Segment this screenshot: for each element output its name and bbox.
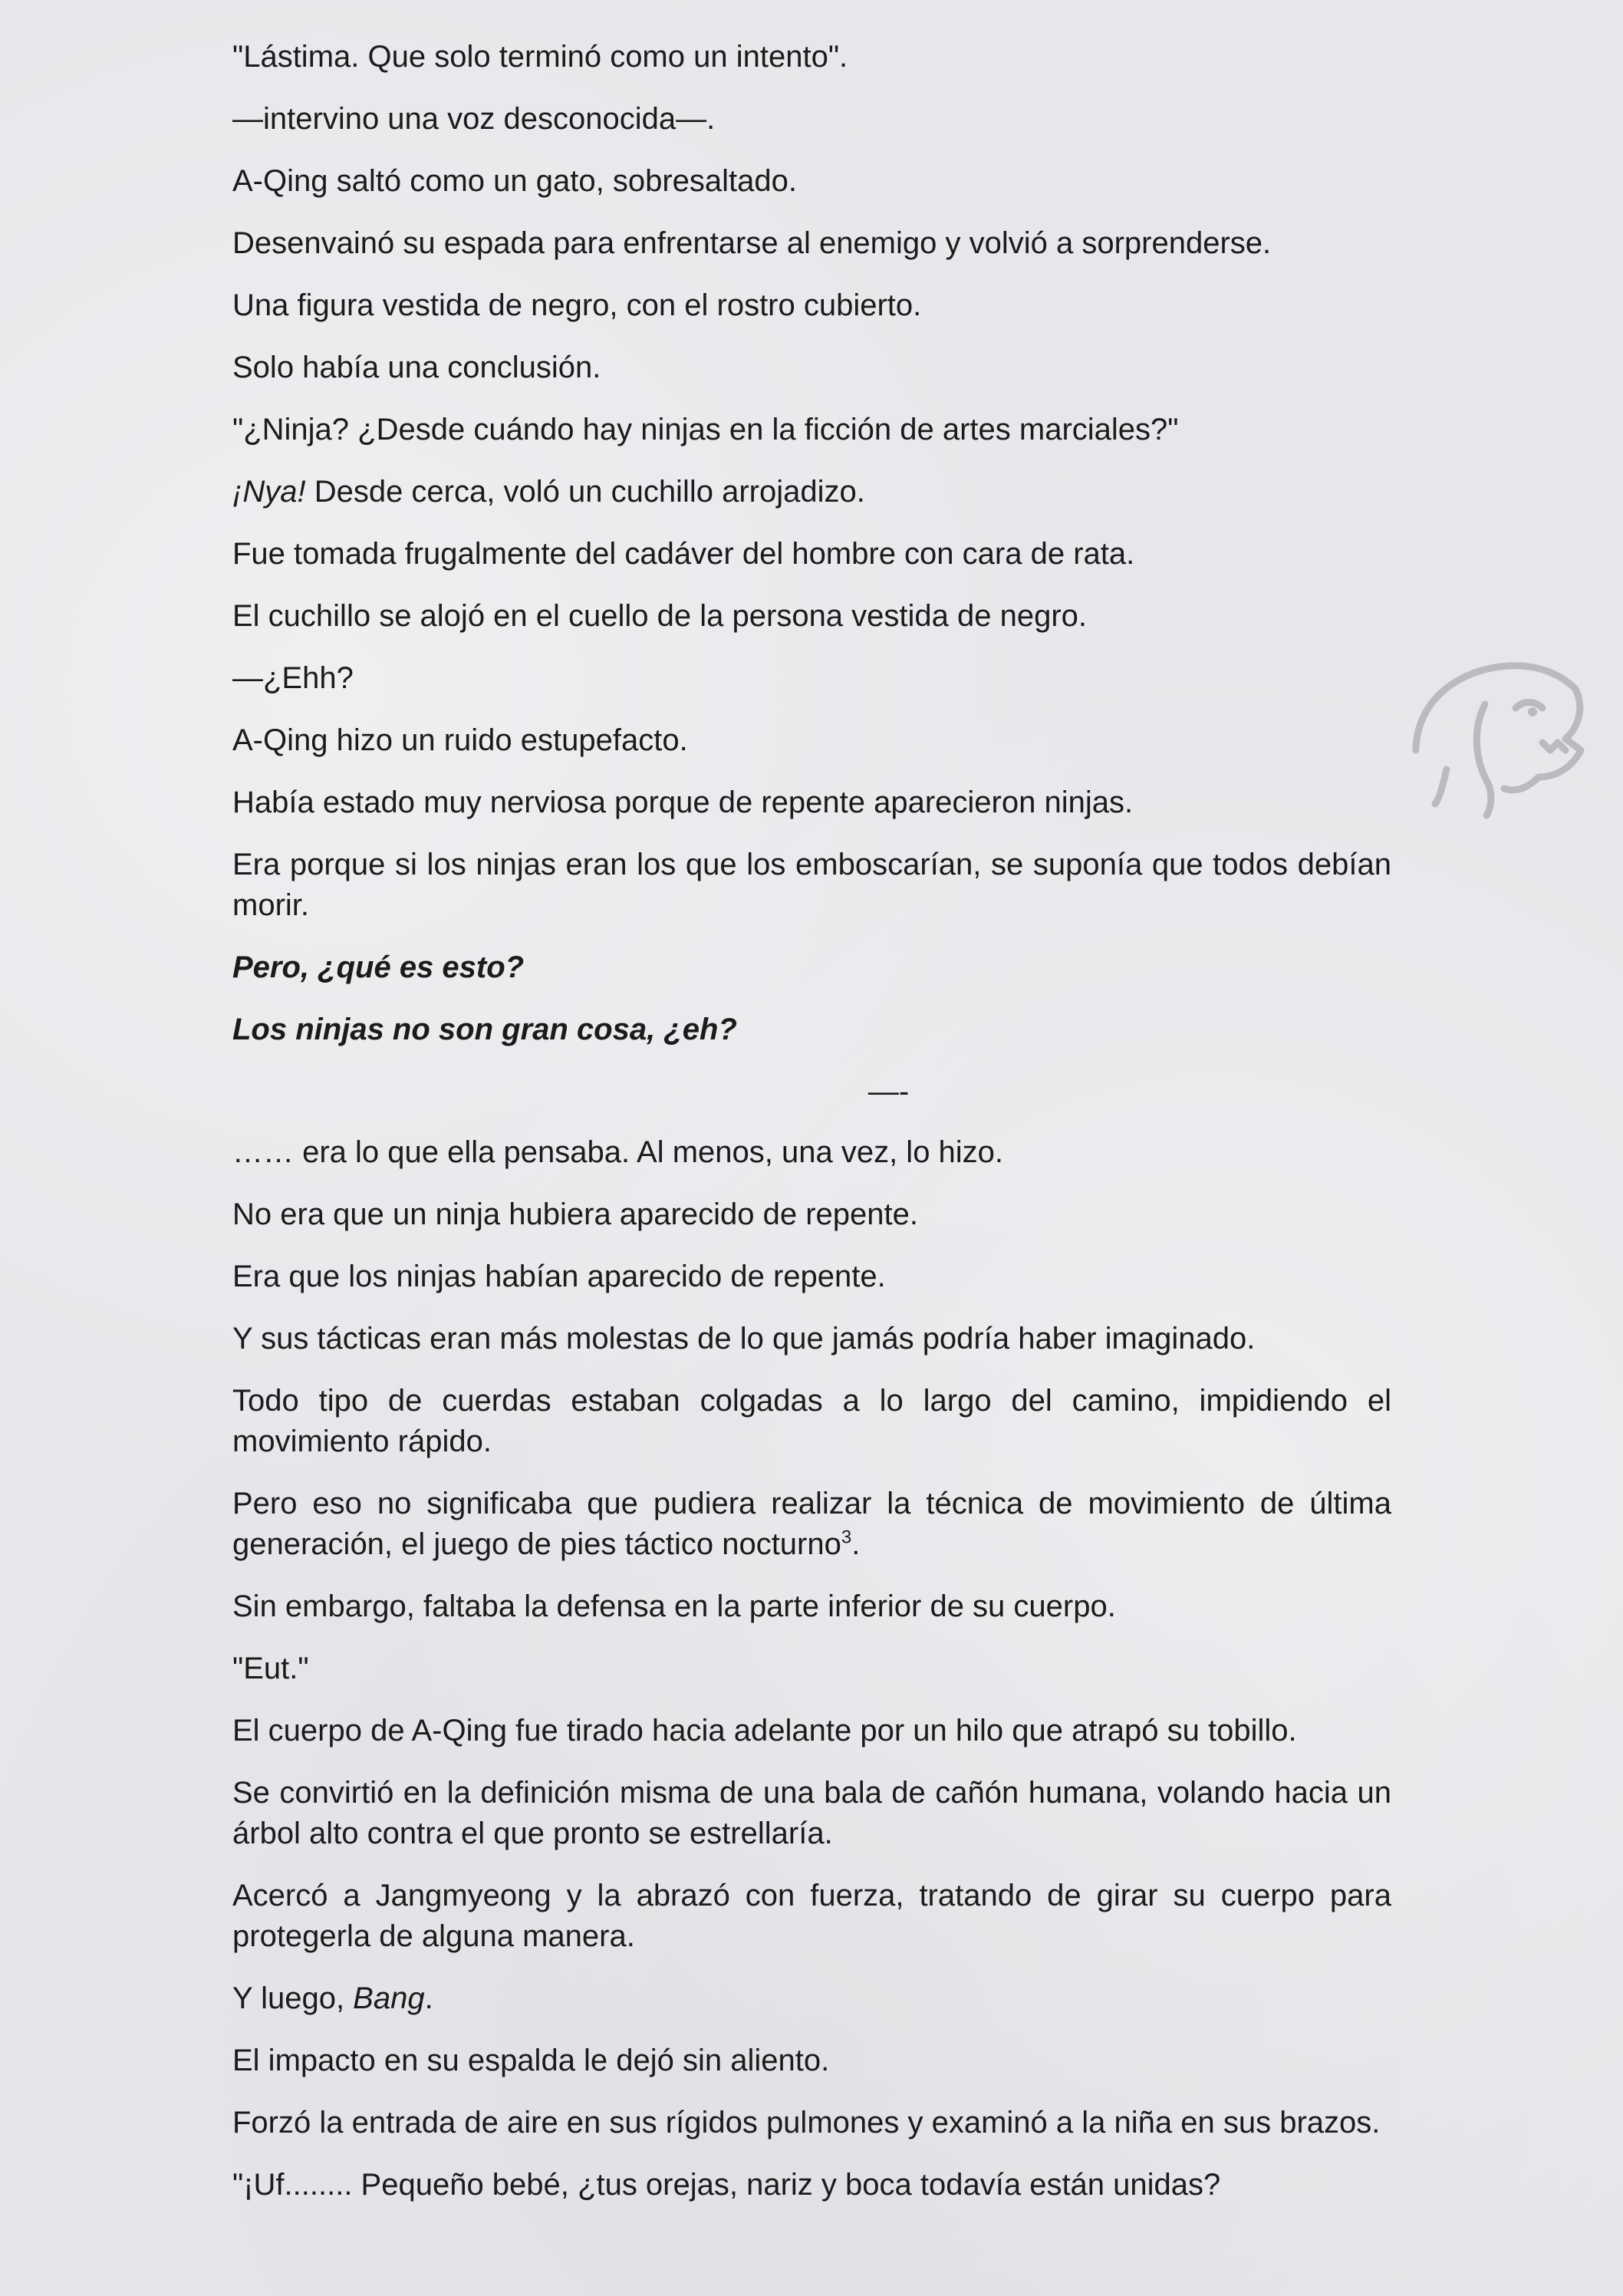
- paragraph: "¿Ninja? ¿Desde cuándo hay ninjas en la ficción de artes marciales?": [232, 413, 1179, 446]
- paragraph: A-Qing saltó como un gato, sobresaltado.: [232, 164, 797, 198]
- paragraph: Una figura vestida de negro, con el rostro cubierto.: [232, 288, 922, 322]
- paragraph: Fue tomada frugalmente del cadáver del hombre con cara de rata.: [232, 537, 1135, 571]
- paragraph: Desenvainó su espada para enfrentarse al enemigo y volvió a sorprenderse.: [232, 226, 1272, 260]
- paragraph: —¿Ehh?: [232, 661, 354, 695]
- paragraph: [232, 472, 1391, 512]
- paragraph: "Lástima. Que solo terminó como un intento".: [232, 40, 848, 74]
- paragraph: Y sus tácticas eran más molestas de lo que jamás podría haber imaginado.: [232, 1322, 1256, 1356]
- dinosaur-icon: [1401, 635, 1592, 827]
- paragraph-text: Pero eso no significaba que pudiera realizar la técnica de movimiento de última generación, el juego de pies táctico nocturno: [232, 1487, 1391, 1561]
- paragraph: "Eut.": [232, 1652, 309, 1685]
- italic-sound-effect: Bang: [353, 1981, 425, 2015]
- paragraph: [232, 1484, 1391, 1565]
- paragraph-text: Desde cerca, voló un cuchillo arrojadizo.: [305, 475, 865, 509]
- paragraph-text-end: .: [851, 1527, 861, 1561]
- paragraph: Era que los ninjas habían aparecido de repente.: [232, 1260, 886, 1293]
- footnote-marker[interactable]: 3: [841, 1527, 852, 1548]
- paragraph: Era porque si los ninjas eran los que los emboscarían, se suponía que todos debían morir.: [232, 848, 1391, 922]
- paragraph-text: Y luego,: [232, 1981, 354, 2015]
- paragraph: El cuerpo de A-Qing fue tirado hacia adelante por un hilo que atrapó su tobillo.: [232, 1714, 1297, 1748]
- inner-thought-paragraph: Los ninjas no son gran cosa, ¿eh?: [232, 1013, 737, 1046]
- paragraph: Todo tipo de cuerdas estaban colgadas a lo largo del camino, impidiendo el movimiento rápido.: [232, 1384, 1391, 1458]
- paragraph: Se convirtió en la definición misma de una bala de cañón humana, volando hacia un árbol alto contra el que pronto se estrellaría.: [232, 1776, 1391, 1850]
- paragraph: [232, 1978, 1391, 2019]
- paragraph: El impacto en su espalda le dejó sin aliento.: [232, 2044, 830, 2077]
- paragraph: …… era lo que ella pensaba. Al menos, una vez, lo hizo.: [232, 1135, 1004, 1169]
- paragraph: Había estado muy nerviosa porque de repente aparecieron ninjas.: [232, 786, 1134, 819]
- paragraph: Solo había una conclusión.: [232, 351, 601, 384]
- scene-separator: —-: [867, 1075, 910, 1108]
- document-page: [232, 37, 1391, 2227]
- paragraph-text-end: .: [424, 1981, 433, 2015]
- paragraph: Forzó la entrada de aire en sus rígidos pulmones y examinó a la niña en sus brazos.: [232, 2106, 1381, 2140]
- paragraph: Sin embargo, faltaba la defensa en la parte inferior de su cuerpo.: [232, 1589, 1116, 1623]
- paragraph: No era que un ninja hubiera aparecido de repente.: [232, 1197, 918, 1231]
- paragraph: —intervino una voz desconocida—.: [232, 102, 716, 136]
- inner-thought-paragraph: Pero, ¿qué es esto?: [232, 950, 525, 984]
- italic-sound-effect: ¡Nya!: [232, 475, 306, 509]
- paragraph: Acercó a Jangmyeong y la abrazó con fuerza, tratando de girar su cuerpo para protegerla de alguna manera.: [232, 1879, 1391, 1953]
- paragraph: "¡Uf........ Pequeño bebé, ¿tus orejas, nariz y boca todavía están unidas?: [232, 2168, 1221, 2202]
- paragraph: A-Qing hizo un ruido estupefacto.: [232, 723, 688, 757]
- paragraph: El cuchillo se alojó en el cuello de la persona vestida de negro.: [232, 599, 1088, 633]
